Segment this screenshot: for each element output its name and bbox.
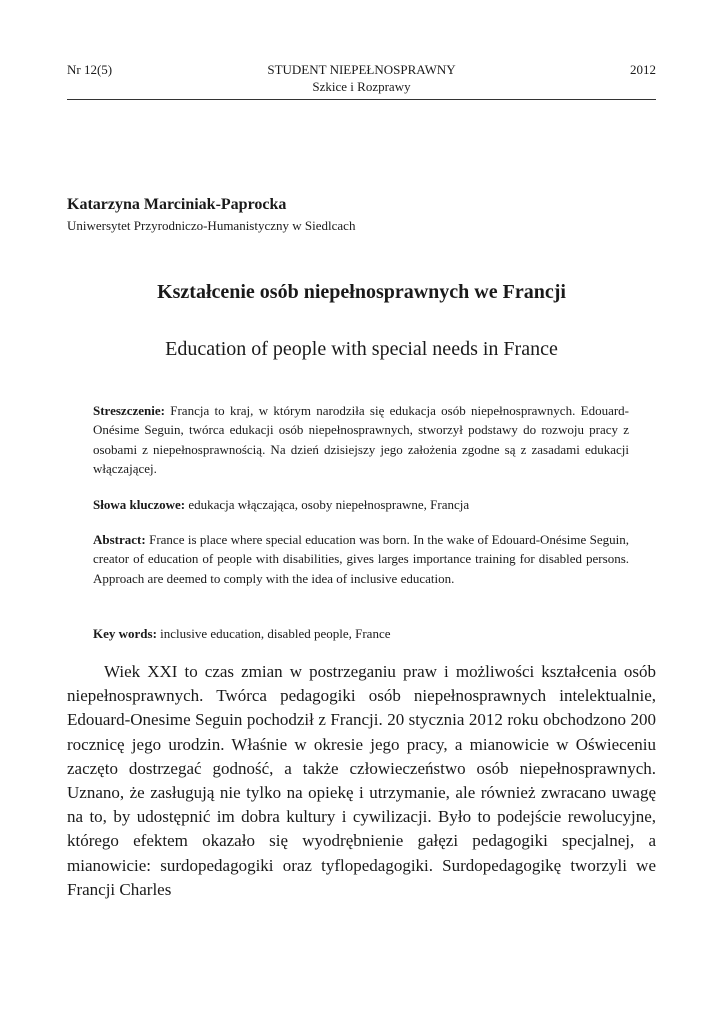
slowa-kluczowe-block bbox=[93, 495, 629, 514]
slowa-kluczowe-text: edukacja włączająca, osoby niepełnosprawne, Francja bbox=[185, 497, 470, 512]
journal-section: Szkice i Rozprawy bbox=[312, 79, 411, 94]
slowa-kluczowe-label: Słowa kluczowe: bbox=[93, 497, 186, 512]
journal-heading bbox=[67, 61, 656, 95]
title-polish: Kształcenie osób niepełnosprawnych we Francji bbox=[157, 281, 566, 303]
body-paragraph: Wiek XXI to czas zmian w postrzeganiu praw i możliwości kształcenia osób niepełnosprawnych. Twórca pedagogiki osób niepełnosprawnych intelektualnie, Edouard-Onesime Seguin pochodził z Francji. 20 stycznia 2012 roku obchodzono 200 rocznicę jego urodzin. Właśnie w okresie jego pracy, a mianowicie w Oświeceniu zaczęto dostrzegać godność, a także człowieczeństwo osób niepełnosprawnych. Uznano, że zasługują nie tylko na opiekę i utrzymanie, ale również zwracano uwagę na to, by udostępnić im dobra kultury i cywilizacji. Było to podejście rewolucyjne, którego efektem okazało się wyodrębnienie gałęzi pedagogiki specjalnej, a mianowicie: surdopedagogiki oraz tyflopedagogiki. Surdopedagogikę tworzyli we Francji Charles bbox=[67, 662, 656, 899]
author-affiliation: Uniwersytet Przyrodniczo-Humanistyczny w Siedlcach bbox=[67, 218, 356, 233]
abstract-block bbox=[93, 530, 629, 588]
journal-title: STUDENT NIEPEŁNOSPRAWNY bbox=[267, 62, 456, 77]
publication-year: 2012 bbox=[630, 62, 656, 77]
abstract-text: France is place where special education was born. In the wake of Edouard-Onésime Seguin, creator of education of people with disabilities, gives larges importance training for disabled persons. Approach are deemed to comply with the idea of inclusive education. bbox=[93, 532, 629, 586]
abstract-label: Abstract: bbox=[93, 532, 146, 547]
key-words-block bbox=[93, 624, 629, 643]
running-header bbox=[67, 61, 656, 100]
streszczenie-label: Streszczenie: bbox=[93, 403, 165, 418]
streszczenie-text: Francja to kraj, w którym narodziła się edukacja osób niepełnosprawnych. Edouard-Onésime Seguin, twórca edukacji osób niepełnosprawnych, stworzył podstawy do rozwoju pracy z osobami z niepełnosprawnością. Na dzień dzisiejszy jego założenia zgodne są z zasadami edukacji włączającej. bbox=[93, 403, 629, 476]
key-words-label: Key words: bbox=[93, 626, 157, 641]
key-words-text: inclusive education, disabled people, France bbox=[156, 626, 391, 641]
issue-number: Nr 12(5) bbox=[67, 62, 113, 77]
author-name: Katarzyna Marciniak-Paprocka bbox=[67, 196, 287, 213]
title-english: Education of people with special needs in France bbox=[165, 338, 558, 360]
streszczenie-block bbox=[93, 401, 629, 478]
